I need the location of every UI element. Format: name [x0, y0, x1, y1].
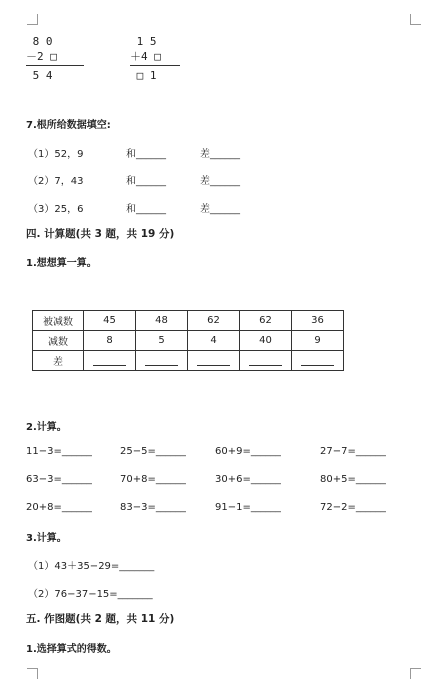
q7-sum-blank[interactable]: 和______ — [126, 149, 166, 160]
q7-row-label: （1）52，9 — [28, 149, 84, 160]
vertical-rule — [130, 65, 180, 66]
page-corner-mark — [27, 14, 38, 25]
table-row — [33, 311, 344, 331]
vertical-addition — [130, 34, 180, 83]
vertical-line: 8 0 — [26, 35, 53, 48]
answer-blank-cell[interactable] — [136, 351, 188, 371]
page-corner-mark — [27, 668, 38, 679]
calc-item[interactable]: 30+6=______ — [215, 474, 281, 485]
table-cell: 62 — [240, 311, 292, 331]
section-4-q1-title: 1.想想算一算。 — [26, 258, 97, 269]
calc-item[interactable]: （1）43＋35−29=_______ — [28, 561, 155, 572]
q7-row-label: （3）25，6 — [28, 204, 84, 215]
page-corner-mark — [410, 668, 421, 679]
q7-diff-blank[interactable]: 差______ — [200, 149, 240, 160]
vertical-result: □ 1 — [130, 69, 157, 82]
vertical-rule — [26, 65, 84, 66]
calc-item[interactable]: 20+8=______ — [26, 502, 92, 513]
answer-blank[interactable] — [197, 355, 230, 366]
calc-item[interactable]: 70+8=______ — [120, 474, 186, 485]
section-4-q3-title: 3.计算。 — [26, 533, 67, 544]
table-row-header: 差 — [33, 351, 84, 371]
answer-blank-cell[interactable] — [84, 351, 136, 371]
question-7-title: 7.根所给数据填空: — [26, 120, 111, 131]
page-corner-mark — [410, 14, 421, 25]
answer-blank[interactable] — [145, 355, 178, 366]
table-cell: 48 — [136, 311, 188, 331]
q7-sum-blank[interactable]: 和______ — [126, 176, 166, 187]
answer-blank-cell[interactable] — [240, 351, 292, 371]
calc-item[interactable]: 83−3=______ — [120, 502, 186, 513]
answer-blank-cell[interactable] — [292, 351, 344, 371]
table-row-header: 减数 — [33, 331, 84, 351]
section-5-q1-title: 1.选择算式的得数。 — [26, 644, 117, 655]
vertical-result: 5 4 — [26, 69, 53, 82]
section-4-q2-title: 2.计算。 — [26, 422, 67, 433]
calc-item[interactable]: 80+5=______ — [320, 474, 386, 485]
vertical-subtraction — [26, 34, 84, 83]
table-cell: 62 — [188, 311, 240, 331]
table-cell: 4 — [188, 331, 240, 351]
answer-blank-cell[interactable] — [188, 351, 240, 371]
calc-item[interactable]: 27−7=______ — [320, 446, 386, 457]
answer-blank[interactable] — [249, 355, 282, 366]
q7-diff-blank[interactable]: 差______ — [200, 176, 240, 187]
calc-item[interactable]: 60+9=______ — [215, 446, 281, 457]
calc-item[interactable]: 25−5=______ — [120, 446, 186, 457]
table-cell: 36 — [292, 311, 344, 331]
calc-item[interactable]: 63−3=______ — [26, 474, 92, 485]
vertical-line: ＋4 □ — [130, 50, 161, 63]
answer-blank[interactable] — [301, 355, 334, 366]
vertical-line: －2 □ — [26, 50, 57, 63]
q7-sum-blank[interactable]: 和______ — [126, 204, 166, 215]
table-cell: 40 — [240, 331, 292, 351]
subtraction-table — [32, 310, 344, 371]
section-5-heading: 五. 作图题(共 2 题，共 11 分) — [26, 613, 175, 625]
table-row-header: 被减数 — [33, 311, 84, 331]
calc-item[interactable]: （2）76−37−15=_______ — [28, 589, 153, 600]
q7-diff-blank[interactable]: 差______ — [200, 204, 240, 215]
calc-item[interactable]: 72−2=______ — [320, 502, 386, 513]
vertical-line: 1 5 — [130, 35, 157, 48]
q7-row-label: （2）7，43 — [28, 176, 84, 187]
table-row — [33, 351, 344, 371]
calc-item[interactable]: 11−3=______ — [26, 446, 92, 457]
table-row — [33, 331, 344, 351]
table-cell: 8 — [84, 331, 136, 351]
table-cell: 5 — [136, 331, 188, 351]
answer-blank[interactable] — [93, 355, 126, 366]
table-cell: 9 — [292, 331, 344, 351]
section-4-heading: 四. 计算题(共 3 题，共 19 分) — [26, 228, 175, 240]
calc-item[interactable]: 91−1=______ — [215, 502, 281, 513]
table-cell: 45 — [84, 311, 136, 331]
